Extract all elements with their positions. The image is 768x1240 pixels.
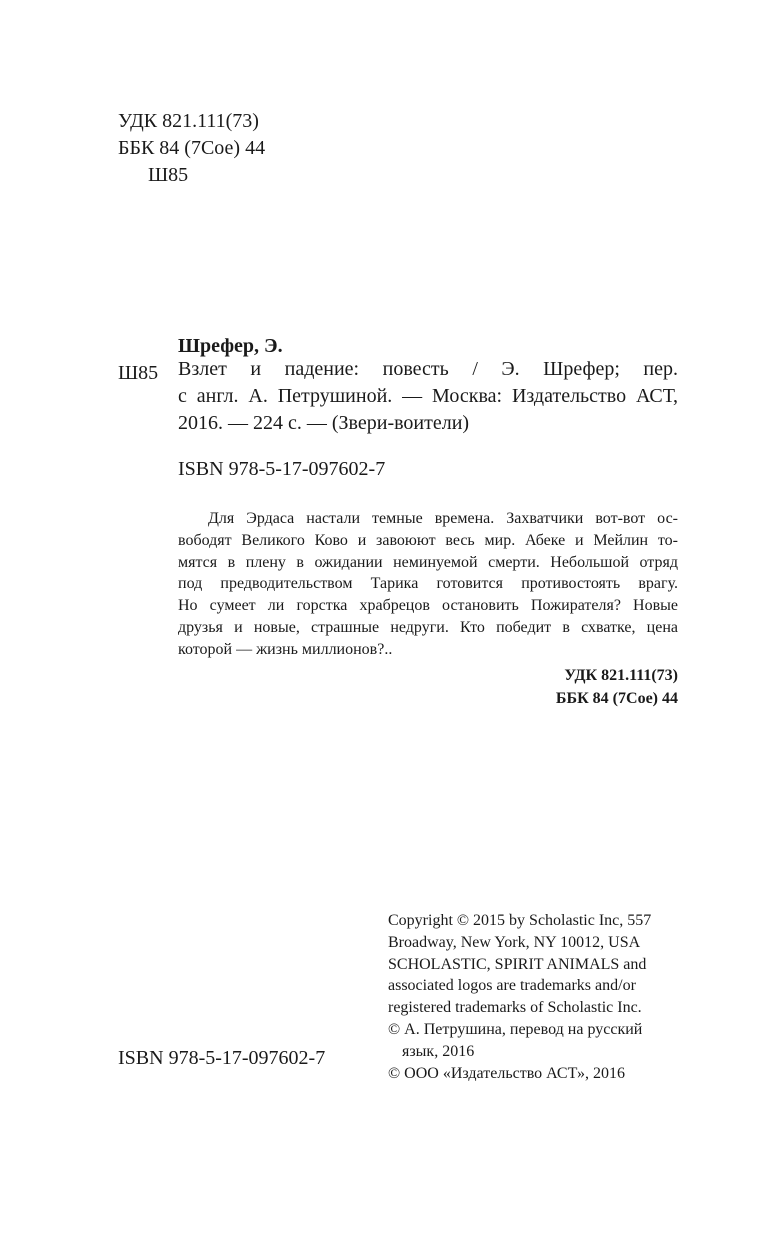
copyright-line: язык, 2016 xyxy=(402,1042,475,1060)
biblio-line: 2016. — 224 с. — (Звери-воители) xyxy=(178,412,470,434)
copyright-line: associated logos are trademarks and/or xyxy=(388,977,636,995)
abstract-paragraph xyxy=(178,508,678,661)
bibliographic-description xyxy=(178,356,678,437)
copyright-line: SCHOLASTIC, SPIRIT ANIMALS and xyxy=(388,955,647,973)
abstract-line: Для Эрдаса настали темные времена. Захватчики вот-вот ос- xyxy=(208,510,678,527)
copyright-line: © ООО «Издательство АСТ», 2016 xyxy=(388,1064,625,1082)
footer-isbn: ISBN 978-5-17-097602-7 xyxy=(118,1047,326,1069)
catalog-author: Шрефер, Э. xyxy=(178,335,283,357)
abstract-line: вободят Великого Ково и завоюют весь мир. Абеке и Мейлин то- xyxy=(178,531,678,549)
copyright-line: Copyright © 2015 by Scholastic Inc, 557 xyxy=(388,912,652,929)
bbk-code-bold: ББК 84 (7Сое) 44 xyxy=(555,690,678,707)
catalog-author-mark: Ш85 xyxy=(118,362,159,384)
biblio-line: с англ. А. Петрушиной. — Москва: Издательство АСТ, xyxy=(178,385,678,407)
abstract-line: Но сумеет ли горстка храбрецов остановить Пожирателя? Новые xyxy=(178,597,678,615)
right-classification-block xyxy=(556,664,678,710)
author-mark: Ш85 xyxy=(148,164,189,186)
copyright-line: © А. Петрушина, перевод на русский xyxy=(388,1020,643,1038)
biblio-line: Взлет и падение: повесть / Э. Шрефер; пер. xyxy=(178,358,678,380)
copyright-line: registered trademarks of Scholastic Inc. xyxy=(388,999,642,1017)
abstract-line: друзья и новые, страшные недруги. Кто победит в схватке, цена xyxy=(178,618,678,636)
copyright-line: Broadway, New York, NY 10012, USA xyxy=(388,933,641,951)
udk-code-bold: УДК 821.111(73) xyxy=(564,667,678,684)
copyright-notice xyxy=(388,910,688,1084)
abstract-line: которой — жизнь миллионов?.. xyxy=(178,640,393,658)
top-classification-block xyxy=(118,108,265,189)
udk-code: УДК 821.111(73) xyxy=(118,110,259,132)
bbk-code: ББК 84 (7Сое) 44 xyxy=(118,137,266,159)
catalog-isbn: ISBN 978-5-17-097602-7 xyxy=(178,458,386,480)
abstract-line: под предводительством Тарика готовится противостоять врагу. xyxy=(178,575,678,593)
abstract-line: мятся в плену в ожидании неминуемой смерти. Небольшой отряд xyxy=(178,553,678,571)
